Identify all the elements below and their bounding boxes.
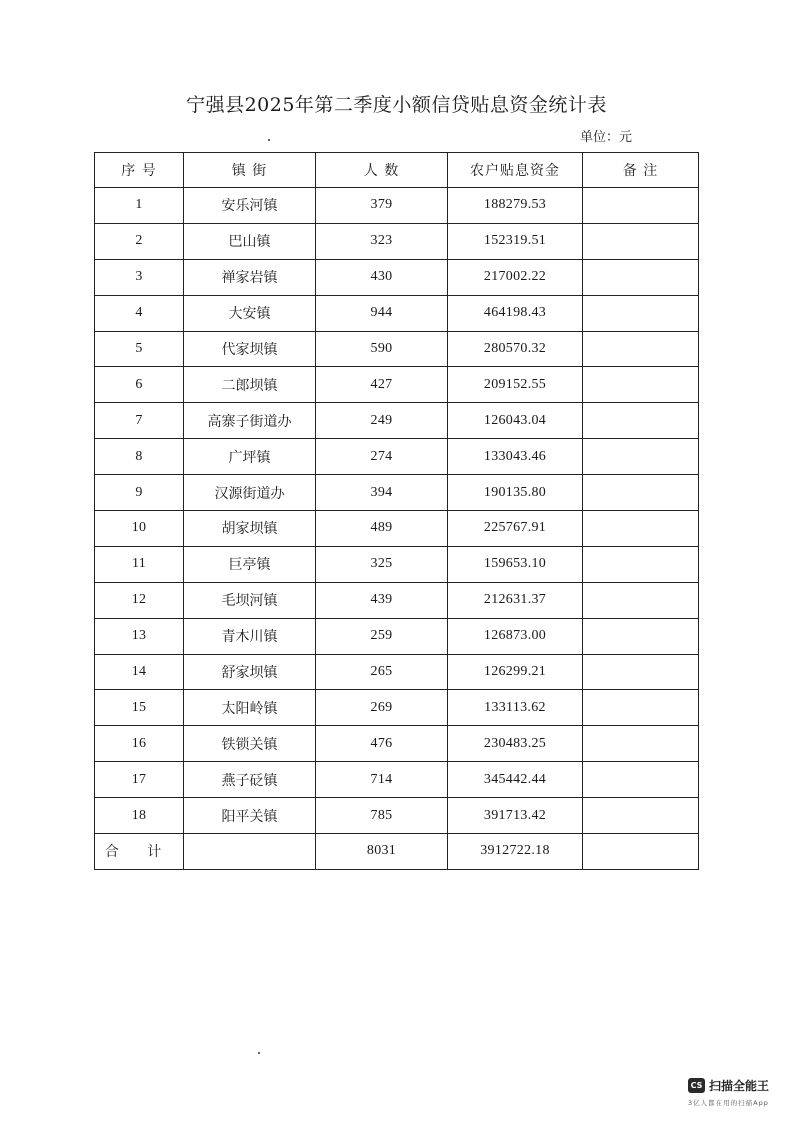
- cell-amount: 188279.53: [448, 188, 583, 224]
- cell-amount: 126043.04: [448, 403, 583, 439]
- watermark-tagline: 3亿人都在用的扫描App: [688, 1099, 769, 1107]
- cell-people: 269: [316, 690, 448, 726]
- table-row: [95, 511, 699, 547]
- header-town: 镇 街: [184, 153, 316, 188]
- scan-speck: [268, 139, 270, 141]
- cell-people: 476: [316, 726, 448, 762]
- cell-amount: 133113.62: [448, 690, 583, 726]
- cell-people: 785: [316, 798, 448, 834]
- header-people: 人 数: [316, 153, 448, 188]
- cell-seq: 7: [95, 403, 184, 439]
- total-people: 8031: [316, 834, 448, 870]
- cell-amount: 225767.91: [448, 511, 583, 547]
- cell-seq: 9: [95, 475, 184, 511]
- total-row: [95, 834, 699, 870]
- cell-people: 489: [316, 511, 448, 547]
- cell-town: 二郎坝镇: [184, 367, 316, 403]
- cell-town: 代家坝镇: [184, 331, 316, 367]
- cell-remark: [583, 726, 699, 762]
- table-row: [95, 259, 699, 295]
- cell-seq: 13: [95, 618, 184, 654]
- cell-town: 禅家岩镇: [184, 259, 316, 295]
- header-remark: 备 注: [583, 153, 699, 188]
- cell-remark: [583, 618, 699, 654]
- cell-people: 714: [316, 762, 448, 798]
- table-row: [95, 762, 699, 798]
- cell-remark: [583, 439, 699, 475]
- cell-seq: 17: [95, 762, 184, 798]
- camscanner-logo-icon: CS: [688, 1078, 705, 1093]
- table-row: [95, 331, 699, 367]
- table-row: [95, 690, 699, 726]
- table-row: [95, 475, 699, 511]
- subsidy-table: [94, 152, 699, 870]
- cell-amount: 126873.00: [448, 618, 583, 654]
- cell-town: 广坪镇: [184, 439, 316, 475]
- cell-seq: 15: [95, 690, 184, 726]
- cell-seq: 1: [95, 188, 184, 224]
- cell-seq: 14: [95, 654, 184, 690]
- cell-amount: 159653.10: [448, 546, 583, 582]
- watermark-name: 扫描全能王: [709, 1079, 770, 1093]
- cell-remark: [583, 511, 699, 547]
- cell-remark: [583, 403, 699, 439]
- cell-town: 太阳岭镇: [184, 690, 316, 726]
- cell-remark: [583, 762, 699, 798]
- cell-remark: [583, 582, 699, 618]
- table-row: [95, 403, 699, 439]
- header-seq: 序 号: [95, 153, 184, 188]
- cell-town: 舒家坝镇: [184, 654, 316, 690]
- cell-remark: [583, 690, 699, 726]
- cell-people: 249: [316, 403, 448, 439]
- cell-amount: 345442.44: [448, 762, 583, 798]
- table-row: [95, 582, 699, 618]
- cell-people: 274: [316, 439, 448, 475]
- total-remark: [583, 834, 699, 870]
- table-row: [95, 295, 699, 331]
- cell-town: 阳平关镇: [184, 798, 316, 834]
- cell-amount: 152319.51: [448, 223, 583, 259]
- cell-seq: 18: [95, 798, 184, 834]
- cell-amount: 230483.25: [448, 726, 583, 762]
- table-row: [95, 618, 699, 654]
- cell-people: 944: [316, 295, 448, 331]
- cell-town: 高寨子街道办: [184, 403, 316, 439]
- table-row: [95, 726, 699, 762]
- cell-people: 323: [316, 223, 448, 259]
- total-label: 合 计: [95, 834, 184, 870]
- cell-amount: 212631.37: [448, 582, 583, 618]
- cell-remark: [583, 295, 699, 331]
- cell-amount: 209152.55: [448, 367, 583, 403]
- cell-town: 铁锁关镇: [184, 726, 316, 762]
- cell-town: 巴山镇: [184, 223, 316, 259]
- cell-seq: 12: [95, 582, 184, 618]
- cell-seq: 16: [95, 726, 184, 762]
- cell-people: 590: [316, 331, 448, 367]
- cell-people: 439: [316, 582, 448, 618]
- cell-town: 安乐河镇: [184, 188, 316, 224]
- table-row: [95, 546, 699, 582]
- cell-town: 巨亭镇: [184, 546, 316, 582]
- cell-people: 325: [316, 546, 448, 582]
- cell-remark: [583, 331, 699, 367]
- cell-town: 燕子砭镇: [184, 762, 316, 798]
- cell-remark: [583, 223, 699, 259]
- cell-seq: 8: [95, 439, 184, 475]
- document-title: 宁强县2025年第二季度小额信贷贴息资金统计表: [186, 94, 607, 116]
- table-row: [95, 367, 699, 403]
- cell-remark: [583, 188, 699, 224]
- total-amount: 3912722.18: [448, 834, 583, 870]
- cell-town: 毛坝河镇: [184, 582, 316, 618]
- scan-speck: [258, 1052, 260, 1054]
- cell-town: 青木川镇: [184, 618, 316, 654]
- cell-people: 394: [316, 475, 448, 511]
- cell-town: 大安镇: [184, 295, 316, 331]
- cell-remark: [583, 367, 699, 403]
- cell-remark: [583, 475, 699, 511]
- table-body: [95, 188, 699, 834]
- table-row: [95, 654, 699, 690]
- header-amount: 农户贴息资金: [448, 153, 583, 188]
- cell-people: 427: [316, 367, 448, 403]
- cell-people: 259: [316, 618, 448, 654]
- cell-remark: [583, 259, 699, 295]
- unit-label: 单位：元: [580, 130, 633, 145]
- cell-seq: 4: [95, 295, 184, 331]
- table-row: [95, 439, 699, 475]
- cell-seq: 5: [95, 331, 184, 367]
- cell-amount: 280570.32: [448, 331, 583, 367]
- cell-amount: 133043.46: [448, 439, 583, 475]
- cell-people: 265: [316, 654, 448, 690]
- cell-remark: [583, 654, 699, 690]
- table-row: [95, 223, 699, 259]
- cell-amount: 391713.42: [448, 798, 583, 834]
- cell-seq: 10: [95, 511, 184, 547]
- cell-town: 汉源街道办: [184, 475, 316, 511]
- cell-amount: 126299.21: [448, 654, 583, 690]
- cell-amount: 217002.22: [448, 259, 583, 295]
- cell-seq: 6: [95, 367, 184, 403]
- table-row: [95, 188, 699, 224]
- total-town: [184, 834, 316, 870]
- cell-seq: 11: [95, 546, 184, 582]
- cell-remark: [583, 546, 699, 582]
- cell-people: 430: [316, 259, 448, 295]
- cell-amount: 190135.80: [448, 475, 583, 511]
- cell-remark: [583, 798, 699, 834]
- cell-seq: 2: [95, 223, 184, 259]
- table-row: [95, 798, 699, 834]
- table-header-row: [95, 153, 699, 188]
- cell-people: 379: [316, 188, 448, 224]
- cell-amount: 464198.43: [448, 295, 583, 331]
- cell-town: 胡家坝镇: [184, 511, 316, 547]
- cell-seq: 3: [95, 259, 184, 295]
